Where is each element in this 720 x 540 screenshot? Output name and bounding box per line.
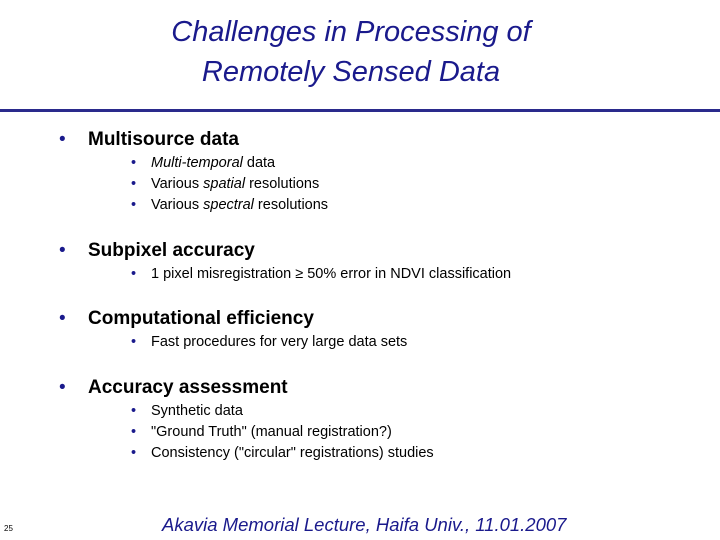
- section-heading: Accuracy assessment: [88, 377, 288, 398]
- section-heading: Computational efficiency: [88, 308, 314, 329]
- sub-bullet-icon: •: [131, 445, 137, 461]
- sub-bullet-icon: •: [131, 334, 137, 350]
- bullet-icon: •: [59, 129, 66, 150]
- sub-bullet-icon: •: [131, 176, 137, 192]
- list-item-text: Consistency ("circular" registrations) studies: [151, 445, 434, 461]
- title-divider: [0, 109, 720, 112]
- section-heading: Subpixel accuracy: [88, 240, 255, 261]
- sub-bullet-icon: •: [131, 266, 137, 282]
- sub-bullet-icon: •: [131, 197, 137, 213]
- list-item-text: Various spatial resolutions: [151, 176, 320, 192]
- slide-title-line-2: Remotely Sensed Data: [201, 56, 501, 88]
- sub-bullet-icon: •: [131, 155, 137, 171]
- page-number: 25: [4, 524, 13, 533]
- sub-bullet-icon: •: [131, 403, 137, 419]
- bullet-icon: •: [59, 308, 66, 329]
- list-item-text: "Ground Truth" (manual registration?): [151, 424, 392, 440]
- sub-bullet-icon: •: [131, 424, 137, 440]
- section-heading: Multisource data: [88, 129, 239, 150]
- bullet-icon: •: [59, 377, 66, 398]
- list-item-text: Synthetic data: [151, 403, 243, 419]
- slide-footer: Akavia Memorial Lecture, Haifa Univ., 11.01.2007: [162, 514, 567, 535]
- slide-title-line-1: Challenges in Processing of: [171, 16, 531, 48]
- list-item-text: Various spectral resolutions: [151, 197, 329, 213]
- list-item-text: 1 pixel misregistration ≥ 50% error in NDVI classification: [151, 266, 512, 282]
- list-item-text: Fast procedures for very large data sets: [151, 334, 408, 350]
- slide-title: [0, 12, 702, 92]
- list-item-text: Multi-temporal data: [151, 155, 276, 171]
- bullet-icon: •: [59, 240, 66, 261]
